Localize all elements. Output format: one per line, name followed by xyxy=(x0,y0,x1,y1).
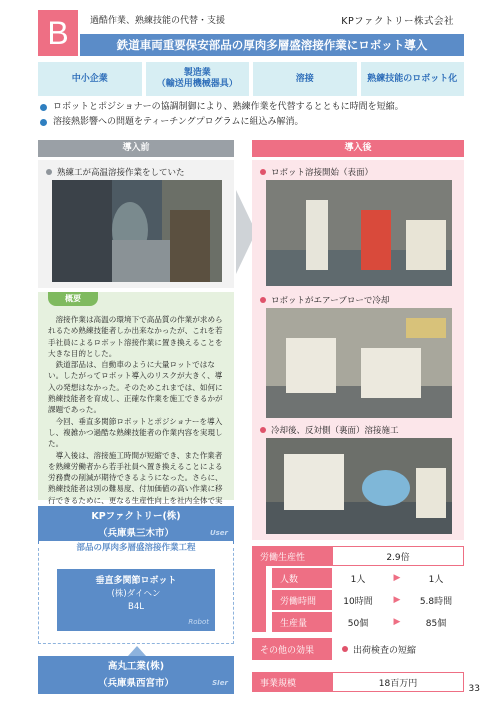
after-photo-3 xyxy=(266,438,452,534)
other-effect-text: 出荷検査の短縮 xyxy=(353,645,417,656)
arrow-right-icon: ▶ xyxy=(393,617,401,627)
after-photo-1 xyxy=(266,180,452,286)
key-point xyxy=(40,115,404,130)
summary-paragraph: 導入後は、溶接施工時間が短縮でき、また作業者を熟練労働者から若手社員へ置き換えることによる労務費の削減が期待できるようになった。さらに、熟練技能者は別の難易度、付加価値の高い作業に移行できるために、更なる生産性向上を社内全体で実 xyxy=(48,450,223,505)
tag-theme: 熟練技能のロボット化 xyxy=(361,62,465,96)
robot-cooling-photo-graphic xyxy=(266,308,452,418)
summary-panel xyxy=(38,292,234,505)
user-name: KPファクトリー(株) xyxy=(91,511,181,522)
bullet-icon xyxy=(46,169,52,175)
tag-row xyxy=(38,62,464,96)
key-point-text: ロボットとポジショナーの協調制御により、熟練作業を代替するとともに時間を短縮。 xyxy=(53,102,404,112)
key-point-text: 溶接熱影響への問題をティーチングプログラムに組込み解消。 xyxy=(53,117,304,127)
user-tag: User xyxy=(209,529,228,537)
result-label: 労働時間 xyxy=(272,590,332,610)
result-to: 5.8時間 xyxy=(419,596,453,607)
before-label-text: 熟練工が高温溶接作業をしていた xyxy=(57,168,185,178)
after-label-text: ロボットがエアーブローで冷却 xyxy=(271,296,390,306)
result-row xyxy=(272,568,464,588)
tag-process: 溶接 xyxy=(253,62,357,96)
after-header: 導入後 xyxy=(252,140,464,157)
arrow-right-icon: ▶ xyxy=(393,595,401,605)
result-from: 10時間 xyxy=(343,596,373,607)
other-effect-label: その他の効果 xyxy=(252,638,332,660)
after-label-2 xyxy=(260,294,389,306)
scale-row xyxy=(252,672,464,692)
summary-paragraph: 今回、垂直多関節ロボットとポジショナーを導入し、複雑かつ過酷な熟練技能者の作業内容を実現した。 xyxy=(48,416,223,449)
key-point xyxy=(40,100,404,115)
tag-size: 中小企業 xyxy=(38,62,142,96)
robot-maker: (株)ダイヘン xyxy=(111,589,161,599)
process-title: 部品の厚肉多層盛溶接作業工程 xyxy=(39,541,233,553)
summary-paragraph: 鉄道部品は、自動車のように大量ロットではない。したがってロボット導入のリスクが大きく、導入の発想はなかった。そのためこれまでは、如何に熟練技能者を育成し、正確な作業を施工できるかが課題であった。 xyxy=(48,360,223,415)
bullet-icon xyxy=(260,169,266,175)
productivity-row xyxy=(252,546,464,566)
page-number: 33 xyxy=(468,684,480,694)
robot-backside-photo-graphic xyxy=(266,438,452,534)
scale-value: 18百万円 xyxy=(332,672,464,692)
result-from: 50個 xyxy=(347,618,369,629)
before-label xyxy=(46,166,185,178)
arrow-right-icon: ▶ xyxy=(393,573,401,583)
after-label-3 xyxy=(260,424,399,436)
after-label-text: ロボット溶接開始（表面） xyxy=(271,168,374,178)
result-label: 人数 xyxy=(272,568,332,588)
company-name: KPファクトリー株式会社 xyxy=(341,16,454,27)
user-box xyxy=(38,506,234,544)
tag-industry: 製造業 （輸送用機械器具） xyxy=(146,62,250,96)
robot-model: B4L xyxy=(128,602,144,612)
summary-tag: 概要 xyxy=(48,292,98,306)
after-panel xyxy=(252,160,464,540)
section-badge: B xyxy=(38,10,78,56)
bullet-icon xyxy=(260,297,266,303)
bullet-icon xyxy=(40,104,47,111)
bullet-icon xyxy=(342,646,348,652)
sier-tag: SIer xyxy=(212,679,228,687)
bullet-icon xyxy=(40,119,47,126)
sier-location: （兵庫県西宮市） xyxy=(97,678,174,689)
result-from: 1人 xyxy=(350,574,366,585)
result-row xyxy=(272,590,464,610)
bullet-icon xyxy=(260,427,266,433)
after-label-text: 冷却後、反対側（裏面）溶接施工 xyxy=(271,426,399,436)
welder-photo-graphic xyxy=(52,180,222,282)
result-row xyxy=(272,612,464,632)
robot-tag: Robot xyxy=(188,618,209,626)
robot-weld-photo-graphic xyxy=(266,180,452,286)
result-label: 生産量 xyxy=(272,612,332,632)
after-photo-2 xyxy=(266,308,452,418)
result-to: 1人 xyxy=(428,574,444,585)
sier-name: 高丸工業(株) xyxy=(107,661,165,672)
before-panel xyxy=(38,160,234,288)
category-label: 過酷作業、熟練技能の代替・支援 xyxy=(90,16,226,26)
productivity-value: 2.9倍 xyxy=(332,546,464,566)
robot-name: 垂直多関節ロボット xyxy=(95,576,177,586)
sier-box xyxy=(38,656,234,694)
before-photo xyxy=(52,180,222,282)
robot-box xyxy=(57,569,215,631)
scale-label: 事業規模 xyxy=(252,672,332,692)
other-effect-row xyxy=(252,638,464,660)
results-bracket xyxy=(252,566,266,632)
up-arrow-icon xyxy=(128,646,146,656)
result-to: 85個 xyxy=(425,618,447,629)
page-title: 鉄道車両重要保安部品の厚肉多層盛溶接作業にロボット導入 xyxy=(80,34,464,56)
process-frame xyxy=(38,543,234,644)
before-header: 導入前 xyxy=(38,140,234,157)
user-location: （兵庫県三木市） xyxy=(97,528,174,539)
key-points xyxy=(40,100,404,130)
productivity-label: 労働生産性 xyxy=(252,546,332,566)
after-label-1 xyxy=(260,166,373,178)
other-effect-value xyxy=(332,643,464,656)
summary-paragraph: 溶接作業は高温の環境下で高品質の作業が求められるため熟練技能者しか出来なかったが、これを若手社員によるロボット溶接作業に置き換えることを大きな目的とした。 xyxy=(48,315,223,358)
